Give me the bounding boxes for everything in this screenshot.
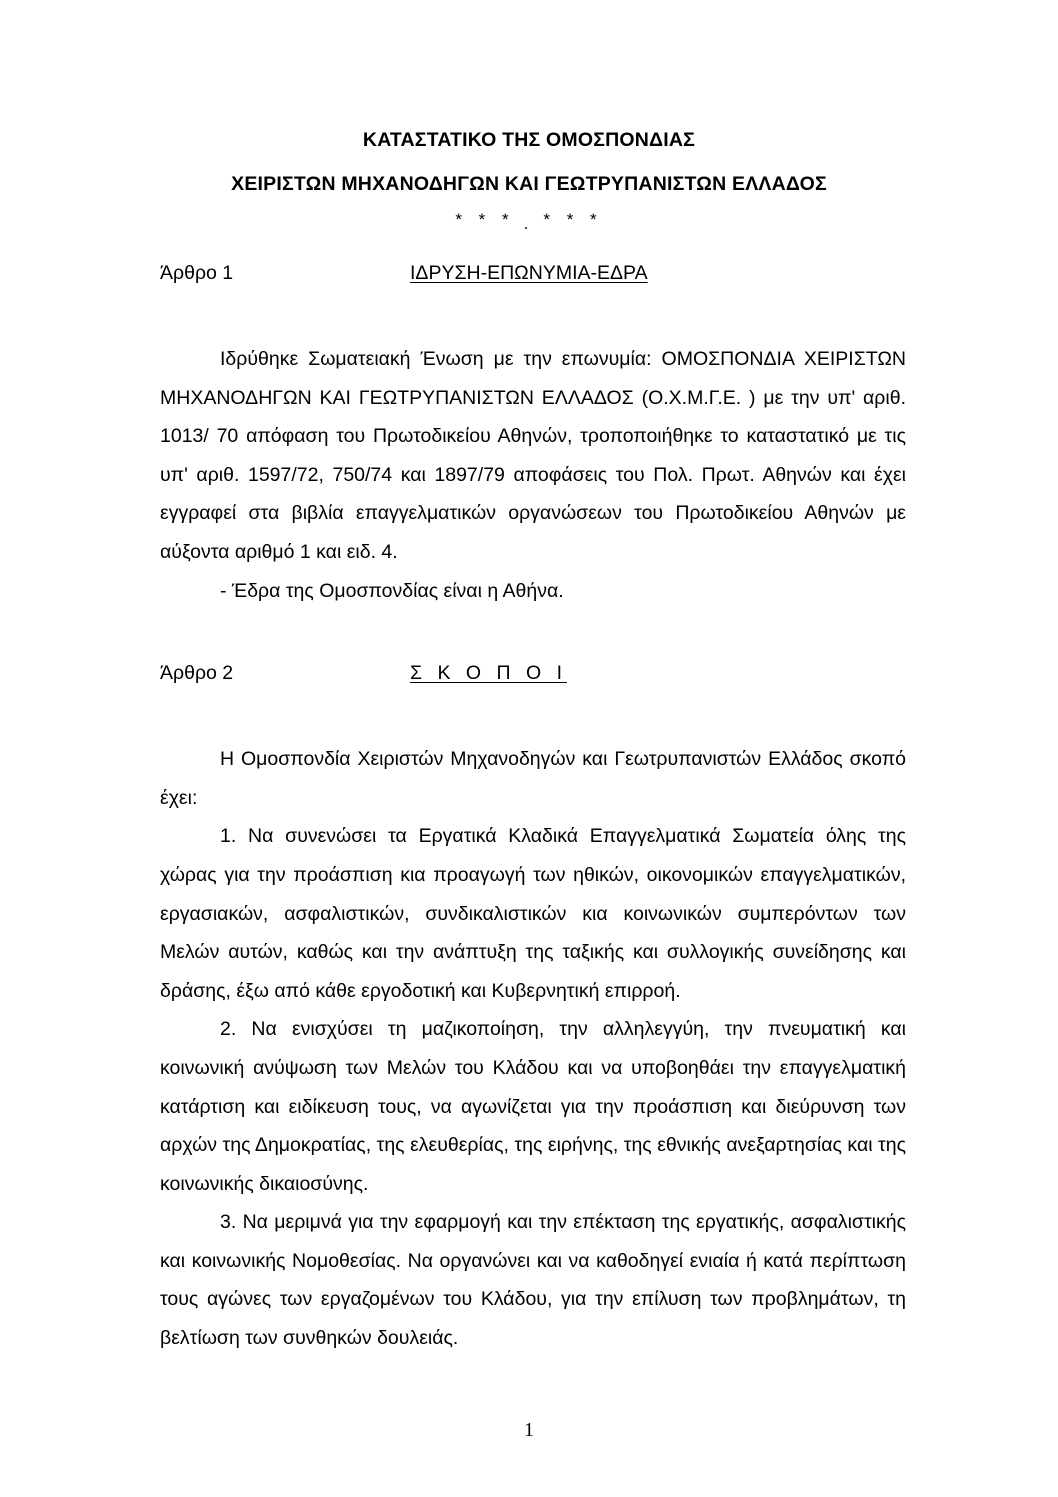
article-2-item-2: 2. Να ενισχύσει τη μαζικοποίηση, την αλληλεγγύη, την πνευματική και κοινωνική ανύψωση των Μελών του Κλάδου και να υποβοηθάει την επαγγελματική κατάρτιση και ειδίκευση τους, να αγωνίζεται για την προάσπιση και διεύρυνση των αρχών της Δημοκρατίας, της ελευθερίας, της ειρήνης, της εθνικής ανεξαρτησίας και της κοινωνικής δικαιοσύνης. [160,1018,906,1195]
article-1-paragraph-2: - Έδρα της Ομοσπονδίας είναι η Αθήνα. [220,579,564,602]
article-2-intro: Η Ομοσπονδία Χειριστών Μηχανοδηγών και Γεωτρυπανιστών Ελλάδος σκοπό έχει: [160,748,906,809]
spacer [160,610,906,662]
spacer [160,702,906,740]
article-2-header [160,662,906,702]
article-1-header [160,262,906,302]
decoration-dot: . [523,214,535,233]
article-2-label: Άρθρο 2 [160,662,234,685]
document-title-block [0,118,1058,232]
document-body [160,262,906,1358]
decoration-right-stars: * * * [543,210,603,229]
article-2-item-1: 1. Να συνενώσει τα Εργατικά Κλαδικά Επαγγελματικά Σωματεία όλης της χώρας για την προάσπιση κια προαγωγή των ηθικών, οικονομικών επαγγελματικών, εργασιακών, ασφαλιστικών, συνδικαλιστικών κια κοινωνικών συμπερόντων των Μελών αυτών, καθώς και την ανάπτυξη της ταξικής και συλλογικής συνείδησης και δράσης, έξω από κάθε εργοδοτική και Κυβερνητική επιρροή. [160,825,906,1002]
page-title-line-2: ΧΕΙΡΙΣΤΩΝ ΜΗΧΑΝΟΔΗΓΩΝ ΚΑΙ ΓΕΩΤΡΥΠΑΝΙΣΤΩΝ ΕΛΛΑΔΟΣ [231,173,827,195]
article-2-item-3: 3. Να μεριμνά για την εφαρμογή και την επέκταση της εργατικής, ασφαλιστικής και κοινωνικής Νομοθεσίας. Να οργανώνει και να καθοδηγεί ενιαία ή κατά περίπτωση τους αγώνες των εργαζομένων του Κλάδου, για την επίλυση των προβλημάτων, τη βελτίωση των συνθηκών δουλειάς. [160,1211,906,1350]
article-1-label: Άρθρο 1 [160,262,234,284]
page-number: 1 [524,1419,534,1441]
decoration-left-stars: * * * [455,210,515,229]
spacer [160,302,906,340]
article-1-paragraph-1: Ιδρύθηκε Σωματειακή Ένωση με την επωνυμία: ΟΜΟΣΠΟΝΔΙΑ ΧΕΙΡΙΣΤΩΝ ΜΗΧΑΝΟΔΗΓΩΝ ΚΑΙ ΓΕΩΤΡΥΠΑΝΙΣΤΩΝ ΕΛΛΑΔΟΣ (Ο.Χ.Μ.Γ.Ε. ) με την υπ' αριθ. 1013/ 70 απόφαση του Πρωτοδικείου Αθηνών, τροποποιήθηκε το καταστατικό με τις υπ' αριθ. 1597/72, 750/74 και 1897/79 αποφάσεις του Πολ. Πρωτ. Αθηνών και έχει εγγραφεί στα βιβλία επαγγελματικών οργανώσεων του Πρωτοδικείου Αθηνών με αύξοντα αριθμό 1 και ειδ. 4. [160,348,906,563]
title-decoration [0,208,1058,232]
article-1-heading: ΙΔΡΥΣΗ-ΕΠΩΝΥΜΙΑ-ΕΔΡΑ [410,262,648,284]
page-title-line-1: ΚΑΤΑΣΤΑΤΙΚΟ ΤΗΣ ΟΜΟΣΠΟΝΔΙΑΣ [362,129,696,151]
article-2-heading: Σ Κ Ο Π Ο Ι [410,662,567,685]
